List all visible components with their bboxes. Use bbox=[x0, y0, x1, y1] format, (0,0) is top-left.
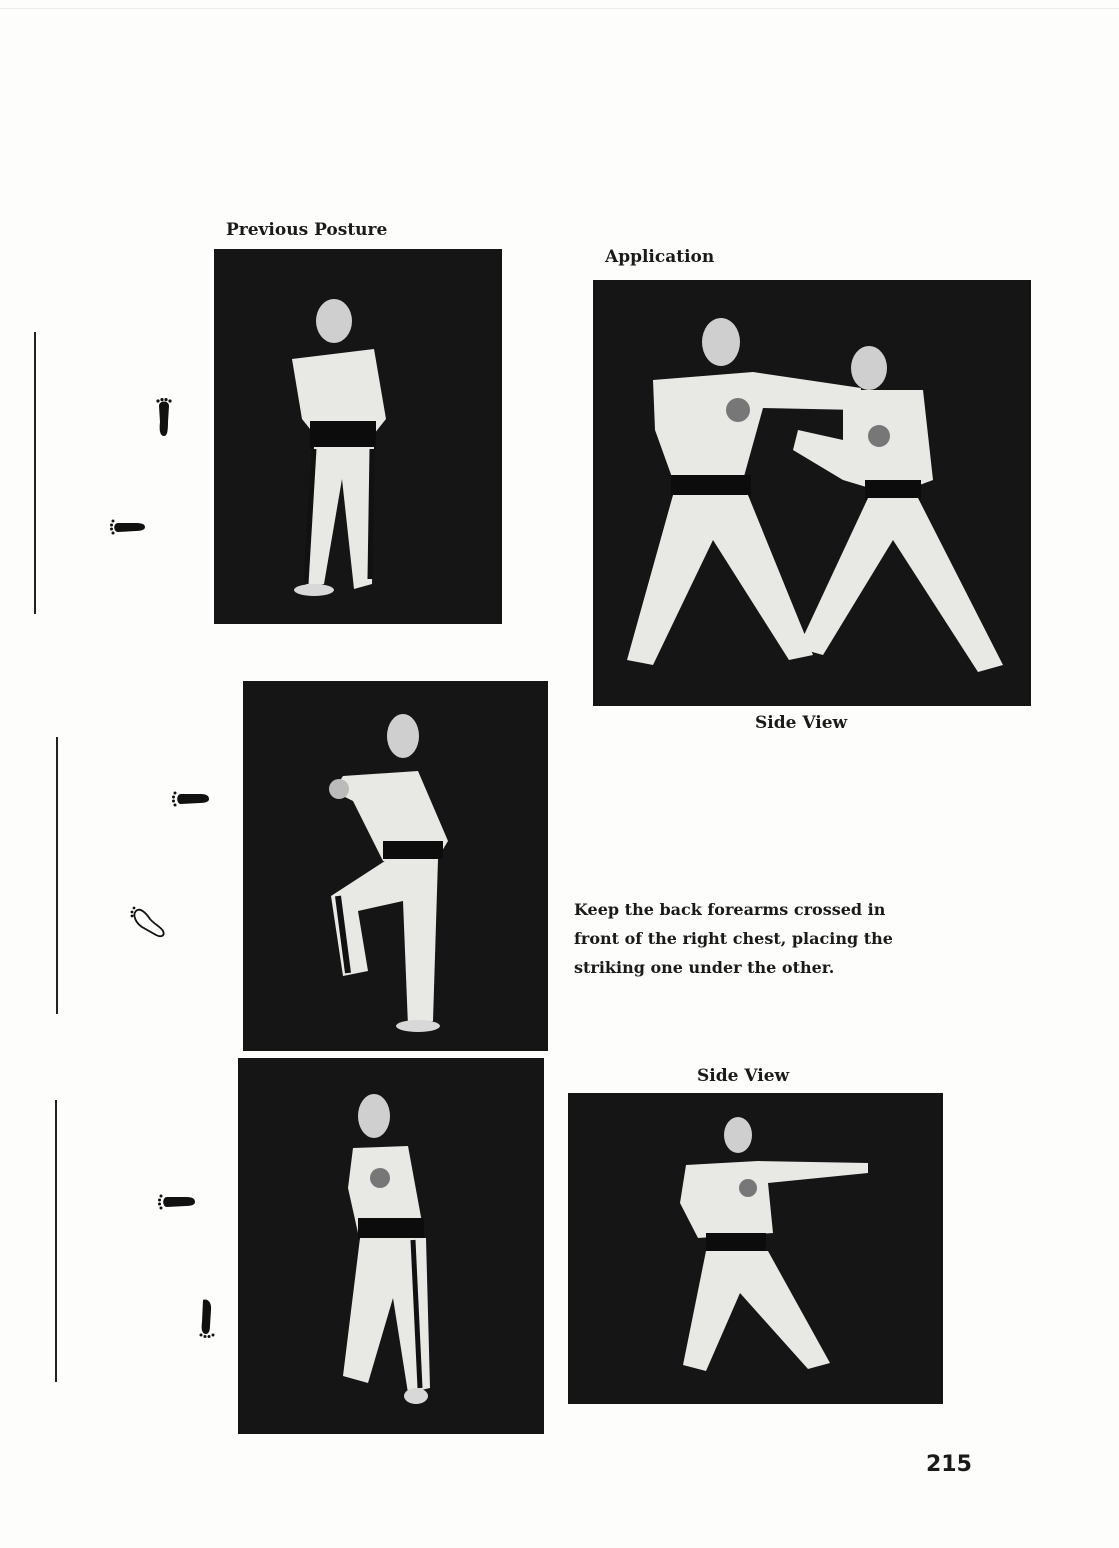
foot-outline-icon bbox=[130, 905, 166, 939]
figure-knee-raised bbox=[243, 681, 548, 1051]
caption-side-view-2: Side View bbox=[697, 1066, 790, 1086]
foot-icon bbox=[155, 398, 173, 438]
caption-previous-posture: Previous Posture bbox=[226, 220, 388, 240]
foot-icon bbox=[158, 1193, 196, 1211]
photo-side-knee-raised bbox=[243, 681, 548, 1051]
foot-icon bbox=[198, 1298, 216, 1338]
photo-side-view-punch bbox=[568, 1093, 943, 1404]
stance-divider-1 bbox=[34, 332, 36, 614]
figures-sparring bbox=[593, 280, 1031, 706]
figure-punch-side bbox=[568, 1093, 943, 1404]
photo-application bbox=[593, 280, 1031, 706]
caption-side-view-1: Side View bbox=[755, 713, 848, 733]
page-number: 215 bbox=[926, 1452, 972, 1477]
foot-icon bbox=[110, 518, 146, 536]
photo-previous-posture bbox=[214, 249, 502, 624]
stance-divider-3 bbox=[55, 1100, 57, 1382]
photo-front-stance bbox=[238, 1058, 544, 1434]
instruction-text: Keep the back forearms crossed in front of the right chest, placing the striking one under the other. bbox=[574, 900, 893, 977]
foot-icon bbox=[172, 790, 210, 808]
stance-divider-2 bbox=[56, 737, 58, 1014]
caption-application: Application bbox=[605, 247, 715, 267]
scan-edge-line bbox=[0, 8, 1119, 9]
figure-back-view bbox=[214, 249, 502, 624]
figure-front-stance bbox=[238, 1058, 544, 1434]
